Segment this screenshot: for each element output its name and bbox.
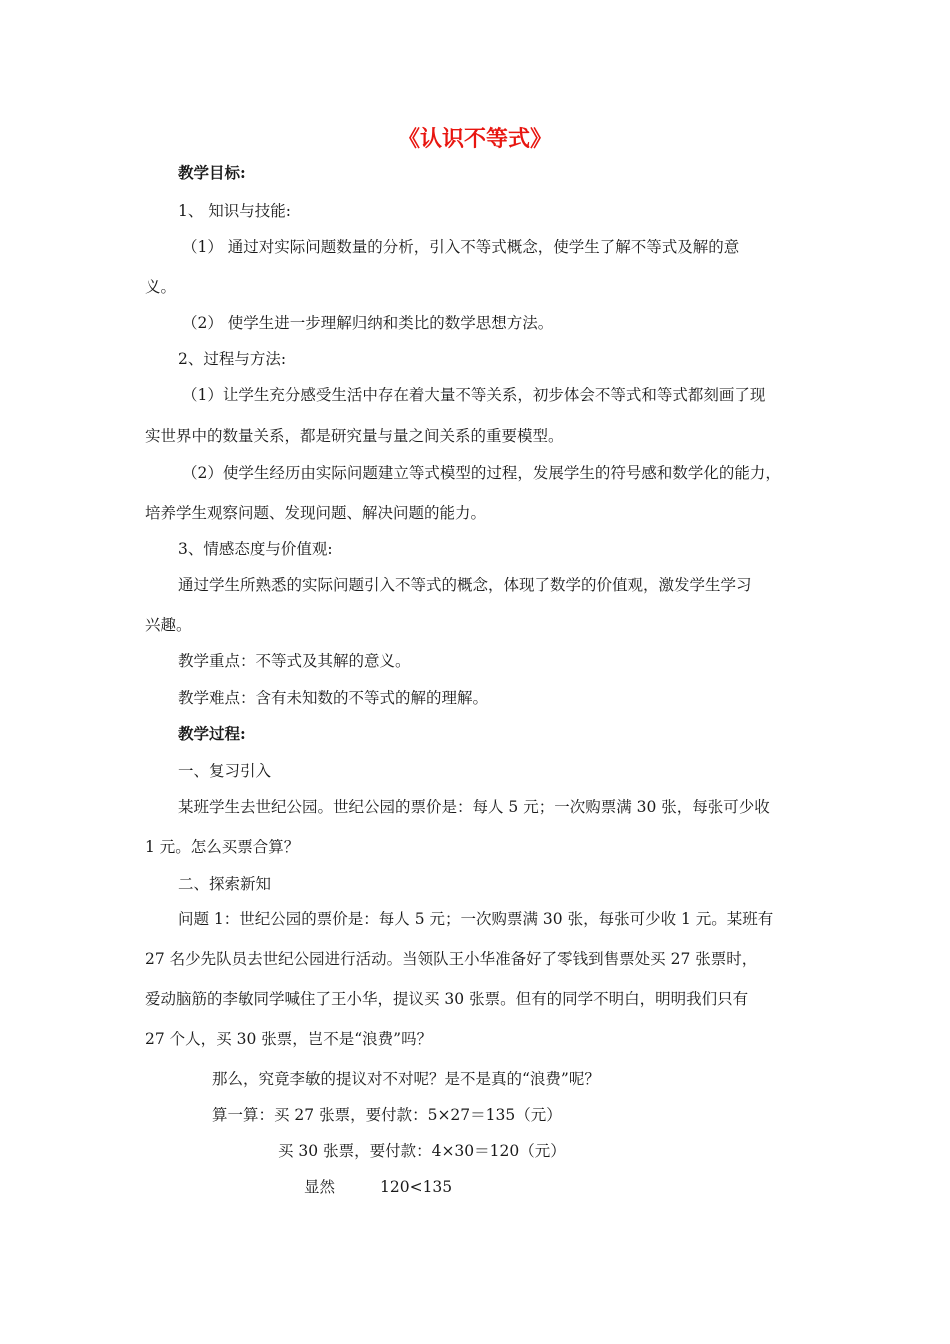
text-line: 2、过程与方法: <box>178 350 287 368</box>
text-line: 爱动脑筋的李敏同学喊住了王小华，提议买 30 张票。但有的同学不明白，明明我们只有 <box>145 990 749 1008</box>
text-line: 实世界中的数量关系，都是研究量与量之间关系的重要模型。 <box>145 427 564 445</box>
text-line: 27 个人，买 30 张票，岂不是“浪费”吗？ <box>145 1030 433 1048</box>
section-heading-process: 教学过程: <box>178 724 246 743</box>
text-line: 问题 1：世纪公园的票价是：每人 5 元；一次购票满 30 张，每张可少收 1 元。某班有 <box>178 910 774 928</box>
text-line: 某班学生去世纪公园。世纪公园的票价是：每人 5 元；一次购票满 30 张，每张可少收 <box>178 798 770 816</box>
text-line: 27 名少先队员去世纪公园进行活动。当领队王小华准备好了零钱到售票处买 27 张票时， <box>145 950 758 968</box>
text-line: 1、 知识与技能: <box>178 202 292 220</box>
text-line: 一、复习引入 <box>178 762 272 780</box>
text-line: （1）让学生充分感受生活中存在着大量不等关系，初步体会不等式和等式都刻画了现 <box>182 386 766 404</box>
calculation-line: 算一算：买 27 张票，要付款：5×27＝135（元） <box>212 1106 562 1124</box>
text-line: 教学重点：不等式及其解的意义。 <box>178 652 411 670</box>
text-line: 教学难点：含有未知数的不等式的解的理解。 <box>178 689 489 707</box>
text-line: 二、探索新知 <box>178 875 272 893</box>
text-line: 义。 <box>145 278 177 296</box>
document-title: 《认识不等式》 <box>397 126 552 152</box>
text-line: 3、情感态度与价值观: <box>178 540 333 558</box>
text-line: 培养学生观察问题、发现问题、解决问题的能力。 <box>145 504 487 522</box>
text-line: （2） 使学生进一步理解归纳和类比的数学思想方法。 <box>182 314 554 332</box>
text-line: 通过学生所熟悉的实际问题引入不等式的概念，体现了数学的价值观，激发学生学习 <box>178 576 752 594</box>
text-line: 兴趣。 <box>145 616 192 634</box>
conclusion-label: 显然 <box>304 1178 336 1196</box>
calculation-line: 买 30 张票，要付款：4×30＝120（元） <box>278 1142 566 1160</box>
text-line: 那么，究竟李敏的提议对不对呢？是不是真的“浪费”呢？ <box>212 1070 600 1088</box>
section-heading-objectives: 教学目标: <box>178 163 246 182</box>
text-line: （2）使学生经历由实际问题建立等式模型的过程，发展学生的符号感和数学化的能力， <box>182 464 781 482</box>
text-line: 1 元。怎么买票合算？ <box>145 838 300 856</box>
text-line: （1） 通过对实际问题数量的分析，引入不等式概念，使学生了解不等式及解的意 <box>182 238 740 256</box>
conclusion-inequality: 120<135 <box>380 1178 453 1196</box>
